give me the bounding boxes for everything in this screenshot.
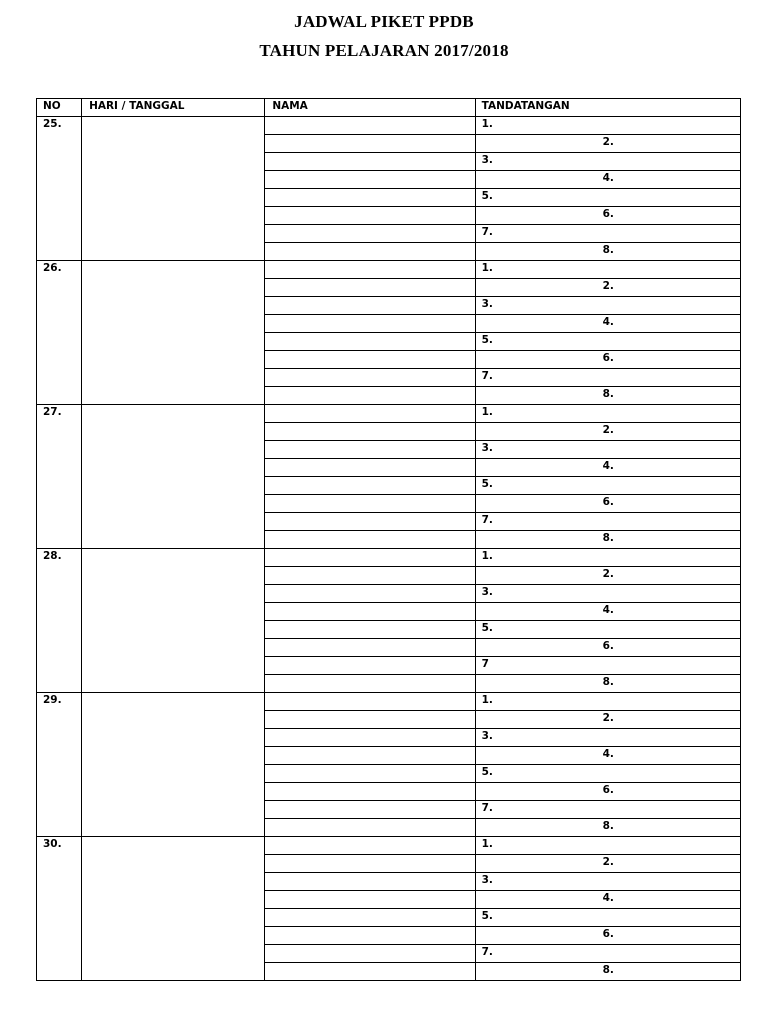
- signature-slot-number: 2.: [602, 712, 614, 724]
- tandatangan-cell[interactable]: [475, 873, 740, 891]
- signature-slot-number: 6.: [602, 640, 614, 652]
- nama-cell[interactable]: [265, 441, 475, 459]
- signature-slot-number: 6.: [602, 784, 614, 796]
- table-row: [37, 549, 741, 567]
- signature-slot-number: 3.: [481, 154, 493, 166]
- table-row: [37, 405, 741, 423]
- signature-slot-number: 3.: [481, 586, 493, 598]
- nama-cell[interactable]: [265, 387, 475, 405]
- document-subtitle: TAHUN PELAJARAN 2017/2018: [259, 41, 509, 60]
- header-no: NO: [37, 99, 82, 117]
- tandatangan-cell[interactable]: [475, 153, 740, 171]
- row-number-cell: [37, 549, 82, 693]
- tandatangan-cell[interactable]: [475, 621, 740, 639]
- tandatangan-cell[interactable]: [475, 963, 740, 981]
- tandatangan-cell[interactable]: [475, 261, 740, 279]
- tandatangan-cell[interactable]: [475, 729, 740, 747]
- nama-cell[interactable]: [265, 909, 475, 927]
- signature-slot-number: 2.: [602, 280, 614, 292]
- tandatangan-cell[interactable]: [475, 675, 740, 693]
- tandatangan-cell[interactable]: [475, 765, 740, 783]
- nama-cell[interactable]: [265, 945, 475, 963]
- nama-cell[interactable]: [265, 369, 475, 387]
- row-number-cell: [37, 261, 82, 405]
- table-row: [37, 117, 741, 135]
- signature-slot-number: 1.: [481, 550, 493, 562]
- signature-slot-number: 4.: [602, 748, 614, 760]
- nama-cell[interactable]: [265, 819, 475, 837]
- header-hari-tanggal: HARI / TANGGAL: [82, 99, 265, 117]
- nama-cell[interactable]: [265, 729, 475, 747]
- row-number: 27.: [43, 406, 62, 418]
- tandatangan-cell[interactable]: [475, 531, 740, 549]
- row-number-cell: [37, 405, 82, 549]
- nama-cell[interactable]: [265, 297, 475, 315]
- tandatangan-cell[interactable]: [475, 855, 740, 873]
- tandatangan-cell[interactable]: [475, 333, 740, 351]
- signature-slot-number: 3.: [481, 730, 493, 742]
- signature-slot-number: 2.: [602, 856, 614, 868]
- nama-cell[interactable]: [265, 135, 475, 153]
- table-row: [37, 261, 741, 279]
- tandatangan-cell[interactable]: [475, 891, 740, 909]
- hari-tanggal-cell[interactable]: [82, 549, 265, 693]
- signature-slot-number: 5.: [481, 190, 493, 202]
- nama-cell[interactable]: [265, 765, 475, 783]
- tandatangan-cell[interactable]: [475, 639, 740, 657]
- nama-cell[interactable]: [265, 477, 475, 495]
- signature-slot-number: 6.: [602, 208, 614, 220]
- nama-cell[interactable]: [265, 459, 475, 477]
- tandatangan-cell[interactable]: [475, 369, 740, 387]
- nama-cell[interactable]: [265, 243, 475, 261]
- nama-cell[interactable]: [265, 189, 475, 207]
- nama-cell[interactable]: [265, 405, 475, 423]
- signature-slot-number: 2.: [602, 424, 614, 436]
- table-header-row: [37, 99, 741, 117]
- tandatangan-cell[interactable]: [475, 945, 740, 963]
- tandatangan-cell[interactable]: [475, 693, 740, 711]
- document-title: JADWAL PIKET PPDB: [294, 12, 474, 31]
- row-number: 29.: [43, 694, 62, 706]
- tandatangan-cell[interactable]: [475, 189, 740, 207]
- nama-cell[interactable]: [265, 621, 475, 639]
- nama-cell[interactable]: [265, 117, 475, 135]
- tandatangan-cell[interactable]: [475, 495, 740, 513]
- signature-slot-number: 3.: [481, 874, 493, 886]
- signature-slot-number: 3.: [481, 442, 493, 454]
- nama-cell[interactable]: [265, 837, 475, 855]
- signature-slot-number: 4.: [602, 172, 614, 184]
- signature-slot-number: 8.: [602, 964, 614, 976]
- tandatangan-cell[interactable]: [475, 315, 740, 333]
- nama-cell[interactable]: [265, 351, 475, 369]
- header-nama: NAMA: [265, 99, 475, 117]
- nama-cell[interactable]: [265, 801, 475, 819]
- tandatangan-cell[interactable]: [475, 909, 740, 927]
- nama-cell[interactable]: [265, 657, 475, 675]
- tandatangan-cell[interactable]: [475, 657, 740, 675]
- nama-cell[interactable]: [265, 693, 475, 711]
- nama-cell[interactable]: [265, 585, 475, 603]
- nama-cell[interactable]: [265, 279, 475, 297]
- signature-slot-number: 5.: [481, 910, 493, 922]
- nama-cell[interactable]: [265, 963, 475, 981]
- signature-slot-number: 1.: [481, 262, 493, 274]
- nama-cell[interactable]: [265, 495, 475, 513]
- tandatangan-cell[interactable]: [475, 477, 740, 495]
- nama-cell[interactable]: [265, 567, 475, 585]
- nama-cell[interactable]: [265, 171, 475, 189]
- row-number: 25.: [43, 118, 62, 130]
- nama-cell[interactable]: [265, 891, 475, 909]
- signature-slot-number: 4.: [602, 604, 614, 616]
- tandatangan-cell[interactable]: [475, 747, 740, 765]
- nama-cell[interactable]: [265, 315, 475, 333]
- nama-cell[interactable]: [265, 261, 475, 279]
- signature-slot-number: 2.: [602, 136, 614, 148]
- nama-cell[interactable]: [265, 783, 475, 801]
- signature-slot-number: 1.: [481, 694, 493, 706]
- signature-slot-number: 6.: [602, 496, 614, 508]
- tandatangan-cell[interactable]: [475, 405, 740, 423]
- nama-cell[interactable]: [265, 603, 475, 621]
- signature-slot-number: 7.: [481, 514, 493, 526]
- tandatangan-cell[interactable]: [475, 135, 740, 153]
- nama-cell[interactable]: [265, 927, 475, 945]
- tandatangan-cell[interactable]: [475, 837, 740, 855]
- signature-slot-number: 4.: [602, 460, 614, 472]
- signature-slot-number: 6.: [602, 928, 614, 940]
- row-number: 26.: [43, 262, 62, 274]
- tandatangan-cell[interactable]: [475, 513, 740, 531]
- nama-cell[interactable]: [265, 225, 475, 243]
- signature-slot-number: 3.: [481, 298, 493, 310]
- tandatangan-cell[interactable]: [475, 711, 740, 729]
- hari-tanggal-cell[interactable]: [82, 837, 265, 981]
- signature-slot-number: 8.: [602, 676, 614, 688]
- nama-cell[interactable]: [265, 873, 475, 891]
- tandatangan-cell[interactable]: [475, 927, 740, 945]
- signature-slot-number: 7.: [481, 802, 493, 814]
- signature-slot-number: 7.: [481, 370, 493, 382]
- tandatangan-cell[interactable]: [475, 225, 740, 243]
- tandatangan-cell[interactable]: [475, 801, 740, 819]
- tandatangan-cell[interactable]: [475, 207, 740, 225]
- tandatangan-cell[interactable]: [475, 819, 740, 837]
- row-number: 28.: [43, 550, 62, 562]
- tandatangan-cell[interactable]: [475, 441, 740, 459]
- signature-slot-number: 5.: [481, 766, 493, 778]
- table-body: [37, 117, 741, 981]
- hari-tanggal-cell[interactable]: [82, 117, 265, 261]
- table-row: [37, 837, 741, 855]
- tandatangan-cell[interactable]: [475, 171, 740, 189]
- signature-slot-number: 5.: [481, 478, 493, 490]
- schedule-table: [36, 98, 741, 981]
- nama-cell[interactable]: [265, 855, 475, 873]
- nama-cell[interactable]: [265, 675, 475, 693]
- hari-tanggal-cell[interactable]: [82, 405, 265, 549]
- signature-slot-number: 1.: [481, 838, 493, 850]
- nama-cell[interactable]: [265, 531, 475, 549]
- signature-slot-number: 4.: [602, 892, 614, 904]
- tandatangan-cell[interactable]: [475, 351, 740, 369]
- nama-cell[interactable]: [265, 153, 475, 171]
- nama-cell[interactable]: [265, 423, 475, 441]
- row-number-cell: [37, 837, 82, 981]
- signature-slot-number: 1.: [481, 118, 493, 130]
- signature-slot-number: 5.: [481, 334, 493, 346]
- nama-cell[interactable]: [265, 513, 475, 531]
- nama-cell[interactable]: [265, 639, 475, 657]
- signature-slot-number: 8.: [602, 388, 614, 400]
- tandatangan-cell[interactable]: [475, 387, 740, 405]
- tandatangan-cell[interactable]: [475, 459, 740, 477]
- tandatangan-cell[interactable]: [475, 567, 740, 585]
- row-number-cell: [37, 693, 82, 837]
- signature-slot-number: 2.: [602, 568, 614, 580]
- nama-cell[interactable]: [265, 711, 475, 729]
- tandatangan-cell[interactable]: [475, 243, 740, 261]
- signature-slot-number: 7.: [481, 946, 493, 958]
- tandatangan-cell[interactable]: [475, 783, 740, 801]
- header-tandatangan: TANDATANGAN: [475, 99, 740, 117]
- tandatangan-cell[interactable]: [475, 549, 740, 567]
- nama-cell[interactable]: [265, 333, 475, 351]
- tandatangan-cell[interactable]: [475, 297, 740, 315]
- tandatangan-cell[interactable]: [475, 603, 740, 621]
- signature-slot-number: 8.: [602, 244, 614, 256]
- tandatangan-cell[interactable]: [475, 279, 740, 297]
- signature-slot-number: 1.: [481, 406, 493, 418]
- signature-slot-number: 5.: [481, 622, 493, 634]
- nama-cell[interactable]: [265, 549, 475, 567]
- signature-slot-number: 7: [481, 658, 489, 670]
- signature-slot-number: 8.: [602, 820, 614, 832]
- tandatangan-cell[interactable]: [475, 585, 740, 603]
- nama-cell[interactable]: [265, 207, 475, 225]
- tandatangan-cell[interactable]: [475, 117, 740, 135]
- hari-tanggal-cell[interactable]: [82, 693, 265, 837]
- nama-cell[interactable]: [265, 747, 475, 765]
- signature-slot-number: 6.: [602, 352, 614, 364]
- table-row: [37, 693, 741, 711]
- signature-slot-number: 7.: [481, 226, 493, 238]
- signature-slot-number: 8.: [602, 532, 614, 544]
- row-number-cell: [37, 117, 82, 261]
- signature-slot-number: 4.: [602, 316, 614, 328]
- hari-tanggal-cell[interactable]: [82, 261, 265, 405]
- tandatangan-cell[interactable]: [475, 423, 740, 441]
- row-number: 30.: [43, 838, 62, 850]
